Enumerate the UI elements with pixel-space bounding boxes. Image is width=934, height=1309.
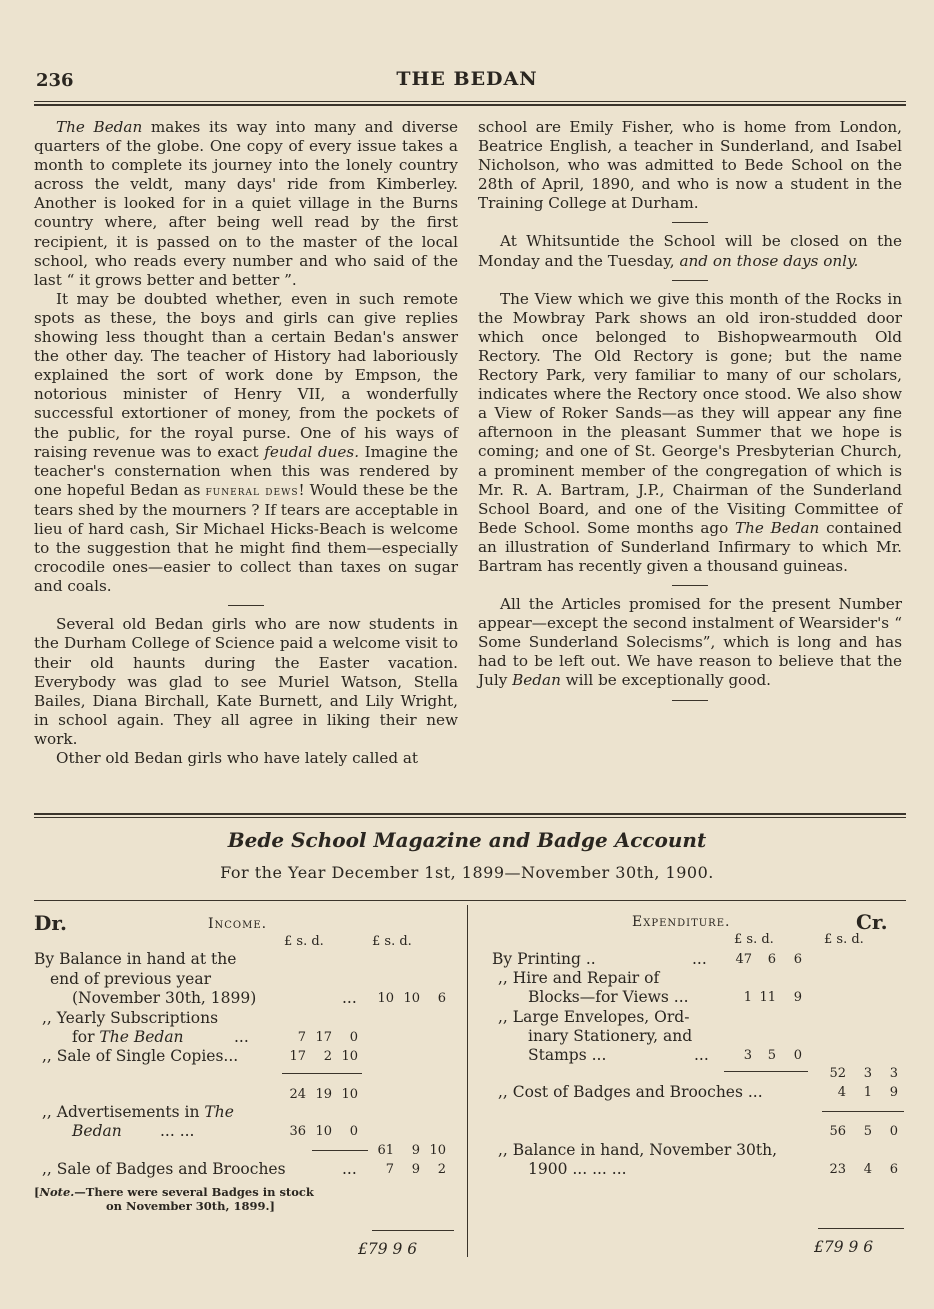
amount: 1 [743, 990, 752, 1005]
amount: 0 [349, 1124, 358, 1139]
expenditure-line: ,, Hire and Repair of [498, 969, 660, 987]
amount: 1 [863, 1085, 872, 1100]
section-separator [228, 605, 264, 606]
lsd-header: £ s. d. [372, 934, 412, 949]
amount: 5 [767, 1048, 776, 1063]
amount: 4 [863, 1162, 872, 1177]
total-rule [372, 1230, 454, 1231]
account-subtitle: For the Year December 1st, 1899—November 30th, 1900. [220, 863, 714, 882]
paragraph-text: ! Would these be the tears shed by the mourners ? If tears are acceptable in lieu of hard cash, Sir Michael Hicks-Beach is welcome to the suggestion that he might find them—especially crocodile ones—easier to collect than taxes on sugar and coals. [34, 480, 458, 596]
amount: 24 [289, 1087, 306, 1102]
page-number: 236 [36, 70, 74, 91]
amount: 52 [829, 1066, 846, 1081]
paragraph [478, 595, 902, 690]
income-line: (November 30th, 1899) [72, 989, 257, 1007]
amount: 10 [429, 1143, 446, 1158]
text: ,, Advertisements in [42, 1103, 205, 1121]
italic-text: The Bedan [735, 518, 820, 537]
amount: 9 [411, 1143, 420, 1158]
amount: 11 [759, 990, 776, 1005]
income-line: end of previous year [50, 970, 211, 988]
section-separator [672, 280, 708, 281]
total-rule [818, 1228, 904, 1229]
income-line: ,, Sale of Single Copies... [42, 1047, 239, 1065]
italic-text: The [204, 1103, 234, 1121]
amount: 17 [289, 1049, 306, 1064]
income-line: ,, Sale of Badges and Brooches [42, 1160, 286, 1178]
income-total: £79 9 6 [358, 1240, 418, 1258]
amount: 9 [889, 1085, 898, 1100]
amount: 2 [437, 1162, 446, 1177]
left-column [34, 118, 458, 768]
account-divider [467, 905, 468, 1257]
expenditure-line: ,, Large Envelopes, Ord- [498, 1008, 690, 1026]
amount: 36 [289, 1124, 306, 1139]
amount: 9 [411, 1162, 420, 1177]
right-column [478, 118, 902, 710]
account-header-rule [34, 900, 906, 901]
account-top-rule [34, 813, 906, 815]
leader-dots: ... [692, 950, 707, 968]
paragraph-text: It may be doubted whether, even in such remote spots as these, the boys and girls can give replies showing less thought than a certain Bedan's answer the other day. The teacher of History had laboriously explained the sort of work done by Empson, the notorious minister of Henry VII, a wonderfully successful extortioner of money, from the pockets of the public, for the royal purse. One of his ways of raising revenue was to exact [34, 289, 458, 461]
amount: 19 [315, 1087, 332, 1102]
italic-text: and on those days only. [679, 251, 859, 270]
income-line: ,, Yearly Subscriptions [42, 1009, 219, 1027]
paragraph-text: will be exceptionally good. [560, 671, 772, 690]
leader-dots: ... ... [160, 1122, 195, 1140]
italic-text: Bedan [512, 671, 561, 690]
paragraph-text: contained an illustration of Sunderland Infirmary to which Mr. Bartram has recently given a thousand guineas. [478, 518, 903, 575]
italic-text: The Bedan [99, 1028, 184, 1046]
amount: 6 [437, 991, 446, 1006]
amount: 61 [377, 1143, 394, 1158]
leader-dots: ... [342, 1160, 357, 1178]
paragraph-text: The View which we give this month of the Rocks in the Mowbray Park shows an old iron-studded door which once belonged to Bishopwearmouth Old Rectory. The Old Rectory is gone; but the name Rectory Park, very familiar to many of our scholars, indicates where the Rectory once stood. We also show a View of Roker Sands—as they will appear any fine afternoon in the pleasant Summer that we hope is coming; and one of St. George's Presbyterian Church, a prominent member of the congregation of which is Mr. R. A. Bartram, J.P., Chairman of the Sunderland School Board, and one of the Visiting Committee of Bede School. Some months ago [478, 289, 902, 537]
income-line [72, 1028, 184, 1046]
income-line: By Balance in hand at the [34, 950, 237, 968]
paragraph-text: At Whitsuntide the School will be closed on the Monday and the Tuesday, [478, 232, 902, 270]
leader-dots: ... [342, 989, 357, 1007]
header-rule [34, 101, 906, 102]
expenditure-line: Blocks—for Views ... [528, 988, 689, 1006]
amount: 3 [863, 1066, 872, 1081]
dr-label: Dr. [34, 911, 68, 935]
section-separator [672, 700, 708, 701]
italic-text: The Bedan [56, 118, 143, 136]
paragraph [34, 118, 458, 290]
amount: 56 [829, 1124, 846, 1139]
header-rule-thick [34, 104, 906, 106]
account-top-rule-thin [34, 817, 906, 818]
amount: 7 [385, 1162, 394, 1177]
paragraph [478, 290, 902, 576]
account-note: [Note.—There were several Badges in stock [34, 1185, 314, 1199]
amount: 23 [829, 1162, 846, 1177]
section-separator [672, 585, 708, 586]
running-title: THE BEDAN [396, 68, 538, 90]
lsd-header: £ s. d. [284, 934, 324, 949]
subtotal-rule [282, 1073, 362, 1074]
amount: 0 [889, 1124, 898, 1139]
amount: 10 [315, 1124, 332, 1139]
amount: 4 [837, 1085, 846, 1100]
amount: 0 [349, 1030, 358, 1045]
expenditure-line: inary Stationery, and [528, 1027, 693, 1045]
amount: 47 [735, 952, 752, 967]
amount: 6 [889, 1162, 898, 1177]
paragraph [478, 232, 902, 270]
income-heading: Income. [208, 916, 268, 932]
text: for [72, 1028, 100, 1046]
expenditure-total: £79 9 6 [814, 1238, 874, 1256]
amount: 6 [793, 952, 802, 967]
section-separator [672, 222, 708, 223]
italic-text: Bedan [72, 1122, 122, 1140]
subtotal-rule [724, 1071, 808, 1072]
amount: 5 [863, 1124, 872, 1139]
paragraph [34, 290, 458, 597]
expenditure-line: 1900 ... ... ... [528, 1160, 627, 1178]
account-note: on November 30th, 1899.] [106, 1199, 275, 1213]
amount: 10 [341, 1049, 358, 1064]
paragraph: school are Emily Fisher, who is home from London, Beatrice English, a teacher in Sunderland, and Isabel Nicholson, who was admitted to Bede School on the 28th of April, 1890, and who is now a student in the Training College at Durham. [478, 118, 902, 213]
expenditure-line: ,, Balance in hand, November 30th, [498, 1141, 778, 1159]
paragraph-text: All the Articles promised for the present Number appear—except the second instalment of Wearsider's “ Some Sunderland Solecisms”, which is long and has had to be left out. We have reason to believe that the July [478, 595, 902, 690]
paragraph-text: Imagine the teacher's consternation when this was rendered by one hopeful Bedan as [34, 442, 458, 499]
amount: 2 [323, 1049, 332, 1064]
amount: 6 [767, 952, 776, 967]
expenditure-line: By Printing .. [492, 950, 596, 968]
subtotal-rule [312, 1150, 368, 1151]
cr-label: Cr. [856, 910, 888, 934]
income-line [72, 1122, 122, 1140]
amount: 10 [341, 1087, 358, 1102]
small-caps-text: funeral dews [205, 483, 299, 499]
leader-dots: ... [694, 1046, 709, 1064]
subtotal-rule [822, 1111, 904, 1112]
income-line [42, 1103, 234, 1121]
amount: 3 [743, 1048, 752, 1063]
italic-text: Note. [39, 1185, 75, 1199]
amount: 17 [315, 1030, 332, 1045]
leader-dots: ... [234, 1028, 249, 1046]
amount: 0 [793, 1048, 802, 1063]
lsd-header: £ s. d. [734, 932, 774, 947]
paragraph-text: makes its way into many and diverse quarters of the globe. One copy of every issue takes a month to complete its journey into the lonely country across the veldt, many days' ride from Kimberley. Another is looked for in a quiet village in the Burns country where, after being well read by the first recipient, it is passed on to the master of the local school, who reads every number and who said of the last “ it grows better and better ”. [34, 118, 458, 289]
expenditure-line: Stamps ... [528, 1046, 607, 1064]
account-title: Bede School Magazine and Badge Account [227, 828, 707, 852]
lsd-header: £ s. d. [824, 932, 864, 947]
expenditure-line: ,, Cost of Badges and Brooches ... [498, 1083, 763, 1101]
amount: 3 [889, 1066, 898, 1081]
amount: 9 [793, 990, 802, 1005]
paragraph: Other old Bedan girls who have lately called at [56, 749, 419, 767]
expenditure-heading: Expenditure. [632, 914, 731, 930]
amount: 10 [403, 991, 420, 1006]
italic-text: feudal dues. [264, 442, 360, 461]
note-text: —There were several Badges in stock [74, 1185, 314, 1199]
amount: 10 [377, 991, 394, 1006]
paragraph: Several old Bedan girls who are now students in the Durham College of Science paid a welcome visit to their old haunts during the Easter vacation. Everybody was glad to see Muriel Watson, Stella Bailes, Diana Birchall, Kate Burnett, and Lily Wright, in school again. They all agree in liking their new work. [34, 615, 458, 748]
amount: 7 [297, 1030, 306, 1045]
